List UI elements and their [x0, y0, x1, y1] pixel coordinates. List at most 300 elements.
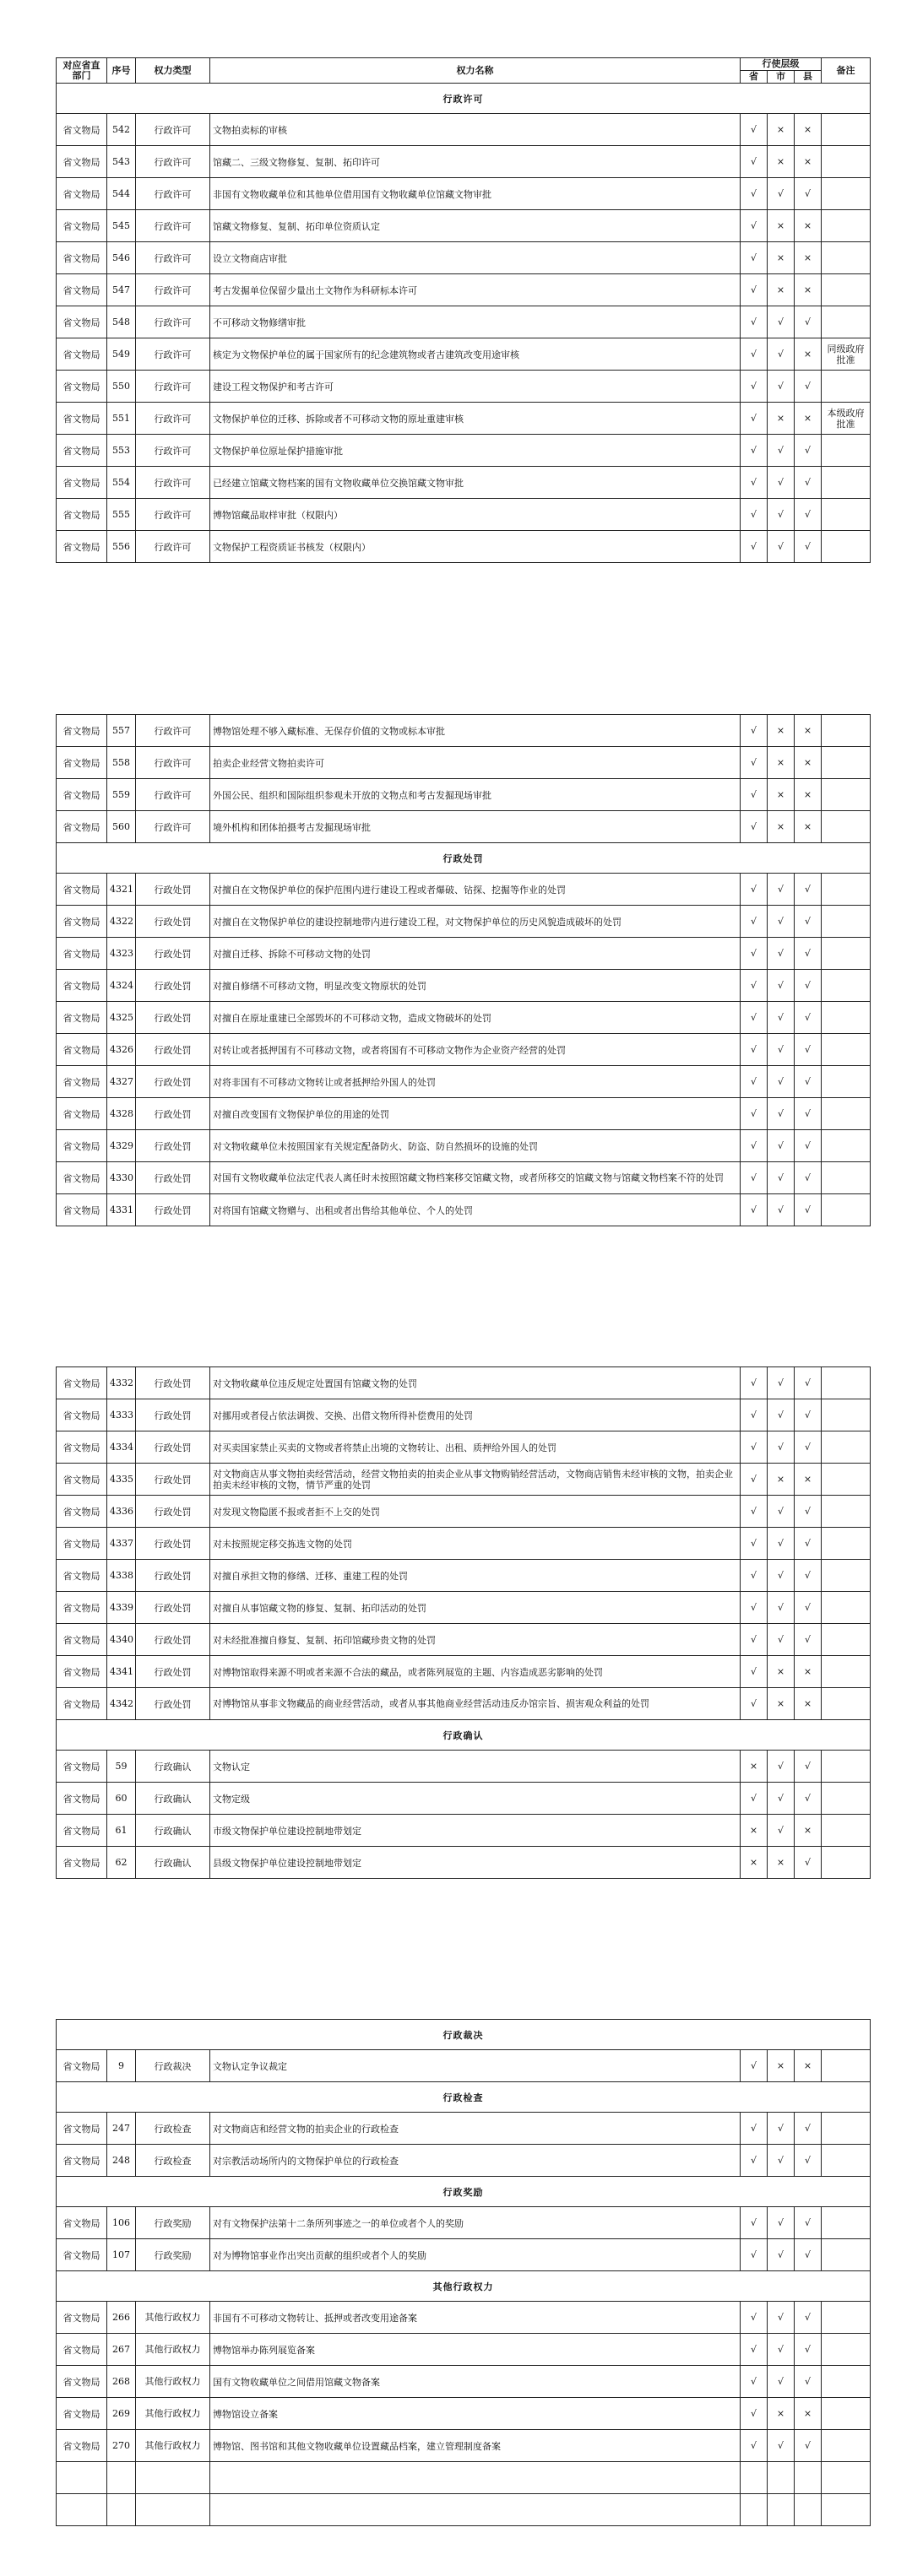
level-county-cell: √: [795, 2430, 822, 2462]
number-cell: 554: [107, 467, 136, 499]
name-cell: 对未按照规定移交拣选文物的处罚: [210, 1528, 741, 1560]
note-cell: [822, 2430, 871, 2462]
table-row: [57, 242, 871, 274]
level-county-cell: √: [795, 2239, 822, 2271]
level-county-cell: √: [795, 1496, 822, 1528]
level-prov-cell: √: [741, 2398, 768, 2430]
level-city-cell: √: [768, 2145, 795, 2177]
level-city-cell: √: [768, 499, 795, 531]
level-prov-cell: √: [741, 874, 768, 906]
type-cell: 行政处罚: [136, 1624, 210, 1656]
table-row: [57, 146, 871, 178]
name-cell: 不可移动文物修缮审批: [210, 306, 741, 338]
name-cell: 设立文物商店审批: [210, 242, 741, 274]
level-prov-cell: √: [741, 1431, 768, 1464]
type-cell: 行政处罚: [136, 1066, 210, 1098]
number-cell: 555: [107, 499, 136, 531]
table-row: [57, 338, 871, 371]
note-cell: [822, 1002, 871, 1034]
level-prov-cell: ×: [741, 1847, 768, 1879]
dept-cell: 省文物局: [57, 2113, 107, 2145]
level-prov-cell: √: [741, 242, 768, 274]
type-cell: 行政处罚: [136, 938, 210, 970]
dept-cell: 省文物局: [57, 274, 107, 306]
level-city-cell: √: [768, 1560, 795, 1592]
note-cell: 本级政府批准: [822, 403, 871, 435]
level-prov-cell: √: [741, 2334, 768, 2366]
empty-row: [57, 2494, 871, 2526]
level-city-cell: ×: [768, 715, 795, 747]
dept-cell: 省文物局: [57, 1847, 107, 1879]
empty-cell: [107, 2462, 136, 2494]
table-row: [57, 178, 871, 210]
number-cell: 4334: [107, 1431, 136, 1464]
level-prov-cell: √: [741, 2113, 768, 2145]
dept-cell: 省文物局: [57, 779, 107, 811]
name-cell: 对文物收藏单位违反规定处置国有馆藏文物的处罚: [210, 1367, 741, 1399]
level-city-cell: √: [768, 2366, 795, 2398]
type-cell: 行政许可: [136, 306, 210, 338]
number-cell: 4341: [107, 1656, 136, 1688]
level-county-cell: √: [795, 1130, 822, 1162]
dept-cell: 省文物局: [57, 1560, 107, 1592]
type-cell: 行政处罚: [136, 1162, 210, 1194]
level-prov-cell: √: [741, 2430, 768, 2462]
type-cell: 行政处罚: [136, 1431, 210, 1464]
number-cell: 60: [107, 1783, 136, 1815]
dept-cell: 省文物局: [57, 1002, 107, 1034]
dept-cell: 省文物局: [57, 499, 107, 531]
level-prov-cell: √: [741, 1034, 768, 1066]
level-prov-cell: √: [741, 2302, 768, 2334]
type-cell: 行政许可: [136, 403, 210, 435]
header-prov: 省: [741, 71, 768, 84]
name-cell: 已经建立馆藏文物档案的国有文物收藏单位交换馆藏文物审批: [210, 467, 741, 499]
number-cell: 267: [107, 2334, 136, 2366]
header-name: 权力名称: [210, 58, 741, 84]
dept-cell: 省文物局: [57, 811, 107, 843]
level-county-cell: ×: [795, 779, 822, 811]
number-cell: 269: [107, 2398, 136, 2430]
note-cell: [822, 1560, 871, 1592]
section-row: [57, 2271, 871, 2302]
type-cell: 行政处罚: [136, 1528, 210, 1560]
level-city-cell: √: [768, 1528, 795, 1560]
note-cell: [822, 2366, 871, 2398]
level-prov-cell: √: [741, 178, 768, 210]
dept-cell: 省文物局: [57, 1624, 107, 1656]
dept-cell: 省文物局: [57, 2398, 107, 2430]
level-prov-cell: √: [741, 2145, 768, 2177]
empty-cell: [822, 2462, 871, 2494]
number-cell: 542: [107, 114, 136, 146]
table-row: [57, 1066, 871, 1098]
name-cell: 建设工程文物保护和考古许可: [210, 371, 741, 403]
table-row: [57, 306, 871, 338]
dept-cell: 省文物局: [57, 1194, 107, 1226]
number-cell: 4326: [107, 1034, 136, 1066]
type-cell: 行政处罚: [136, 906, 210, 938]
type-cell: 行政处罚: [136, 1399, 210, 1431]
note-cell: [822, 1399, 871, 1431]
name-cell: 外国公民、组织和国际组织参观未开放的文物点和考古发掘现场审批: [210, 779, 741, 811]
type-cell: 其他行政权力: [136, 2398, 210, 2430]
dept-cell: 省文物局: [57, 2239, 107, 2271]
type-cell: 行政许可: [136, 146, 210, 178]
empty-row: [57, 2462, 871, 2494]
type-cell: 其他行政权力: [136, 2334, 210, 2366]
level-prov-cell: √: [741, 403, 768, 435]
name-cell: 考古发掘单位保留少量出土文物作为科研标本许可: [210, 274, 741, 306]
dept-cell: 省文物局: [57, 2366, 107, 2398]
name-cell: 文物认定: [210, 1751, 741, 1783]
name-cell: 非国有文物收藏单位和其他单位借用国有文物收藏单位馆藏文物审批: [210, 178, 741, 210]
table-row: [57, 2334, 871, 2366]
type-cell: 行政处罚: [136, 1688, 210, 1720]
note-cell: [822, 435, 871, 467]
name-cell: 对转让或者抵押国有不可移动文物，或者将国有不可移动文物作为企业资产经营的处罚: [210, 1034, 741, 1066]
note-cell: [822, 178, 871, 210]
number-cell: 4333: [107, 1399, 136, 1431]
name-cell: 对擅自承担文物的修缮、迁移、重建工程的处罚: [210, 1560, 741, 1592]
table-row: [57, 2207, 871, 2239]
note-cell: [822, 906, 871, 938]
level-city-cell: ×: [768, 210, 795, 242]
empty-cell: [795, 2494, 822, 2526]
note-cell: [822, 242, 871, 274]
header-type: 权力类型: [136, 58, 210, 84]
level-city-cell: √: [768, 371, 795, 403]
level-prov-cell: √: [741, 435, 768, 467]
name-cell: 文物拍卖标的审核: [210, 114, 741, 146]
dept-cell: 省文物局: [57, 1496, 107, 1528]
type-cell: 行政处罚: [136, 1464, 210, 1496]
note-cell: [822, 1431, 871, 1464]
level-county-cell: ×: [795, 1464, 822, 1496]
table-row: [57, 1847, 871, 1879]
table-row: [57, 1528, 871, 1560]
type-cell: 行政处罚: [136, 874, 210, 906]
header-county: 县: [795, 71, 822, 84]
level-county-cell: √: [795, 2145, 822, 2177]
name-cell: 文物保护单位的迁移、拆除或者不可移动文物的原址重建审核: [210, 403, 741, 435]
name-cell: 对未经批准擅自修复、复制、拓印馆藏珍贵文物的处罚: [210, 1624, 741, 1656]
level-county-cell: ×: [795, 715, 822, 747]
name-cell: 对文物商店从事文物拍卖经营活动，经营文物拍卖的拍卖企业从事文物购销经营活动，文物商店销售未经审核的文物，拍卖企业拍卖未经审核的文物，情节严重的处罚: [210, 1464, 741, 1496]
empty-cell: [741, 2494, 768, 2526]
level-prov-cell: √: [741, 1130, 768, 1162]
note-cell: [822, 938, 871, 970]
number-cell: 559: [107, 779, 136, 811]
table-row: [57, 114, 871, 146]
level-city-cell: √: [768, 906, 795, 938]
note-cell: [822, 1528, 871, 1560]
dept-cell: 省文物局: [57, 938, 107, 970]
number-cell: 553: [107, 435, 136, 467]
type-cell: 行政奖励: [136, 2239, 210, 2271]
dept-cell: 省文物局: [57, 2207, 107, 2239]
level-county-cell: √: [795, 467, 822, 499]
level-city-cell: √: [768, 1098, 795, 1130]
level-county-cell: ×: [795, 1688, 822, 1720]
note-cell: [822, 779, 871, 811]
table-row: [57, 2366, 871, 2398]
level-city-cell: ×: [768, 403, 795, 435]
header-level: 行使层级: [741, 58, 822, 71]
number-cell: 560: [107, 811, 136, 843]
header-no: 序号: [107, 58, 136, 84]
level-county-cell: √: [795, 1592, 822, 1624]
note-cell: [822, 2145, 871, 2177]
level-county-cell: √: [795, 2334, 822, 2366]
level-city-cell: √: [768, 531, 795, 563]
level-prov-cell: √: [741, 1464, 768, 1496]
note-cell: [822, 1815, 871, 1847]
number-cell: 4338: [107, 1560, 136, 1592]
level-prov-cell: √: [741, 1592, 768, 1624]
table-row: [57, 1783, 871, 1815]
level-county-cell: √: [795, 306, 822, 338]
level-city-cell: √: [768, 1066, 795, 1098]
level-prov-cell: √: [741, 1399, 768, 1431]
level-prov-cell: √: [741, 274, 768, 306]
level-city-cell: ×: [768, 779, 795, 811]
name-cell: 对擅自改变国有文物保护单位的用途的处罚: [210, 1098, 741, 1130]
table-row: [57, 2430, 871, 2462]
dept-cell: 省文物局: [57, 715, 107, 747]
type-cell: 行政处罚: [136, 1367, 210, 1399]
level-county-cell: √: [795, 1528, 822, 1560]
table-row: [57, 811, 871, 843]
level-prov-cell: √: [741, 1194, 768, 1226]
name-cell: 对将国有馆藏文物赠与、出租或者出售给其他单位、个人的处罚: [210, 1194, 741, 1226]
permission-table-block-4: [56, 2019, 871, 2526]
level-city-cell: √: [768, 1034, 795, 1066]
type-cell: 行政处罚: [136, 1034, 210, 1066]
note-cell: [822, 811, 871, 843]
table-row: [57, 2113, 871, 2145]
note-cell: [822, 874, 871, 906]
name-cell: 对擅自修缮不可移动文物，明显改变文物原状的处罚: [210, 970, 741, 1002]
type-cell: 行政确认: [136, 1751, 210, 1783]
note-cell: [822, 1656, 871, 1688]
number-cell: 106: [107, 2207, 136, 2239]
header-note: 备注: [822, 58, 871, 84]
dept-cell: 省文物局: [57, 2430, 107, 2462]
section-row: [57, 2177, 871, 2207]
level-county-cell: ×: [795, 403, 822, 435]
empty-cell: [57, 2462, 107, 2494]
dept-cell: 省文物局: [57, 210, 107, 242]
level-county-cell: √: [795, 1194, 822, 1226]
table-row: [57, 1130, 871, 1162]
table-row: [57, 274, 871, 306]
level-prov-cell: √: [741, 1560, 768, 1592]
level-county-cell: √: [795, 2366, 822, 2398]
note-cell: [822, 114, 871, 146]
level-city-cell: √: [768, 2334, 795, 2366]
dept-cell: 省文物局: [57, 1162, 107, 1194]
number-cell: 545: [107, 210, 136, 242]
number-cell: 544: [107, 178, 136, 210]
empty-cell: [795, 2462, 822, 2494]
dept-cell: 省文物局: [57, 1431, 107, 1464]
table-row: [57, 1496, 871, 1528]
number-cell: 4339: [107, 1592, 136, 1624]
note-cell: [822, 2207, 871, 2239]
type-cell: 行政处罚: [136, 1002, 210, 1034]
note-cell: [822, 274, 871, 306]
level-city-cell: ×: [768, 146, 795, 178]
level-county-cell: ×: [795, 2050, 822, 2082]
level-city-cell: ×: [768, 747, 795, 779]
table-row: [57, 467, 871, 499]
level-prov-cell: √: [741, 1656, 768, 1688]
level-county-cell: ×: [795, 811, 822, 843]
name-cell: 非国有不可移动文物转让、抵押或者改变用途备案: [210, 2302, 741, 2334]
note-cell: [822, 210, 871, 242]
note-cell: [822, 306, 871, 338]
level-city-cell: √: [768, 435, 795, 467]
number-cell: 4332: [107, 1367, 136, 1399]
level-city-cell: ×: [768, 114, 795, 146]
level-county-cell: √: [795, 970, 822, 1002]
name-cell: 对买卖国家禁止买卖的文物或者将禁止出境的文物转让、出租、质押给外国人的处罚: [210, 1431, 741, 1464]
number-cell: 4327: [107, 1066, 136, 1098]
name-cell: 对发现文物隐匿不报或者拒不上交的处罚: [210, 1496, 741, 1528]
name-cell: 对将非国有不可移动文物转让或者抵押给外国人的处罚: [210, 1066, 741, 1098]
name-cell: 博物馆藏品取样审批（权限内）: [210, 499, 741, 531]
name-cell: 文物保护单位原址保护措施审批: [210, 435, 741, 467]
level-city-cell: ×: [768, 2050, 795, 2082]
empty-cell: [136, 2462, 210, 2494]
note-cell: [822, 2334, 871, 2366]
number-cell: 4325: [107, 1002, 136, 1034]
name-cell: 对擅自在原址重建已全部毁坏的不可移动文物，造成文物破坏的处罚: [210, 1002, 741, 1034]
level-city-cell: √: [768, 1194, 795, 1226]
level-city-cell: ×: [768, 1847, 795, 1879]
type-cell: 其他行政权力: [136, 2430, 210, 2462]
level-city-cell: ×: [768, 2398, 795, 2430]
type-cell: 行政许可: [136, 210, 210, 242]
table-row: [57, 1656, 871, 1688]
type-cell: 行政处罚: [136, 1130, 210, 1162]
section-title: 行政裁决: [57, 2020, 871, 2050]
type-cell: 行政许可: [136, 338, 210, 371]
empty-cell: [136, 2494, 210, 2526]
level-prov-cell: √: [741, 1367, 768, 1399]
type-cell: 行政许可: [136, 371, 210, 403]
number-cell: 557: [107, 715, 136, 747]
number-cell: 4329: [107, 1130, 136, 1162]
level-city-cell: √: [768, 938, 795, 970]
dept-cell: 省文物局: [57, 2145, 107, 2177]
number-cell: 4335: [107, 1464, 136, 1496]
name-cell: 对挪用或者侵占依法调拨、交换、出借文物所得补偿费用的处罚: [210, 1399, 741, 1431]
dept-cell: 省文物局: [57, 1034, 107, 1066]
level-county-cell: ×: [795, 146, 822, 178]
type-cell: 行政许可: [136, 467, 210, 499]
level-prov-cell: √: [741, 467, 768, 499]
name-cell: 对擅自从事馆藏文物的修复、复制、拓印活动的处罚: [210, 1592, 741, 1624]
name-cell: 县级文物保护单位建设控制地带划定: [210, 1847, 741, 1879]
table-row: [57, 210, 871, 242]
level-county-cell: ×: [795, 338, 822, 371]
note-cell: [822, 970, 871, 1002]
type-cell: 行政检查: [136, 2145, 210, 2177]
level-county-cell: √: [795, 874, 822, 906]
level-county-cell: ×: [795, 242, 822, 274]
name-cell: 博物馆处理不够入藏标准、无保存价值的文物或标本审批: [210, 715, 741, 747]
table-row: [57, 1815, 871, 1847]
number-cell: 4331: [107, 1194, 136, 1226]
dept-cell: 省文物局: [57, 1656, 107, 1688]
note-cell: [822, 1130, 871, 1162]
type-cell: 行政检查: [136, 2113, 210, 2145]
table-row: [57, 1624, 871, 1656]
level-prov-cell: √: [741, 2207, 768, 2239]
table-row: [57, 1688, 871, 1720]
section-title: 行政许可: [57, 84, 871, 114]
section-title: 行政确认: [57, 1720, 871, 1751]
level-city-cell: √: [768, 1496, 795, 1528]
level-prov-cell: √: [741, 2239, 768, 2271]
level-prov-cell: √: [741, 779, 768, 811]
level-city-cell: √: [768, 1592, 795, 1624]
number-cell: 59: [107, 1751, 136, 1783]
type-cell: 行政确认: [136, 1847, 210, 1879]
note-cell: [822, 371, 871, 403]
level-prov-cell: √: [741, 906, 768, 938]
type-cell: 行政许可: [136, 435, 210, 467]
note-cell: [822, 1624, 871, 1656]
dept-cell: 省文物局: [57, 2302, 107, 2334]
level-city-cell: ×: [768, 1656, 795, 1688]
type-cell: 行政许可: [136, 531, 210, 563]
table-row: [57, 1098, 871, 1130]
table-row: [57, 1399, 871, 1431]
name-cell: 对博物馆取得来源不明或者来源不合法的藏品，或者陈列展览的主题、内容造成恶劣影响的处罚: [210, 1656, 741, 1688]
section-title: 行政奖励: [57, 2177, 871, 2207]
type-cell: 行政奖励: [136, 2207, 210, 2239]
note-cell: [822, 531, 871, 563]
table-row: [57, 1367, 871, 1399]
table-row: [57, 1464, 871, 1496]
number-cell: 270: [107, 2430, 136, 2462]
level-city-cell: √: [768, 1783, 795, 1815]
level-county-cell: √: [795, 531, 822, 563]
level-city-cell: √: [768, 1431, 795, 1464]
number-cell: 248: [107, 2145, 136, 2177]
note-cell: [822, 1464, 871, 1496]
level-prov-cell: √: [741, 531, 768, 563]
dept-cell: 省文物局: [57, 2334, 107, 2366]
level-city-cell: √: [768, 306, 795, 338]
dept-cell: 省文物局: [57, 1464, 107, 1496]
level-county-cell: ×: [795, 2398, 822, 2430]
number-cell: 268: [107, 2366, 136, 2398]
table-row: [57, 2239, 871, 2271]
dept-cell: 省文物局: [57, 874, 107, 906]
dept-cell: 省文物局: [57, 403, 107, 435]
level-prov-cell: √: [741, 1624, 768, 1656]
level-prov-cell: √: [741, 970, 768, 1002]
empty-cell: [107, 2494, 136, 2526]
name-cell: 文物认定争议裁定: [210, 2050, 741, 2082]
type-cell: 行政处罚: [136, 1098, 210, 1130]
level-prov-cell: √: [741, 2366, 768, 2398]
section-row: [57, 1720, 871, 1751]
